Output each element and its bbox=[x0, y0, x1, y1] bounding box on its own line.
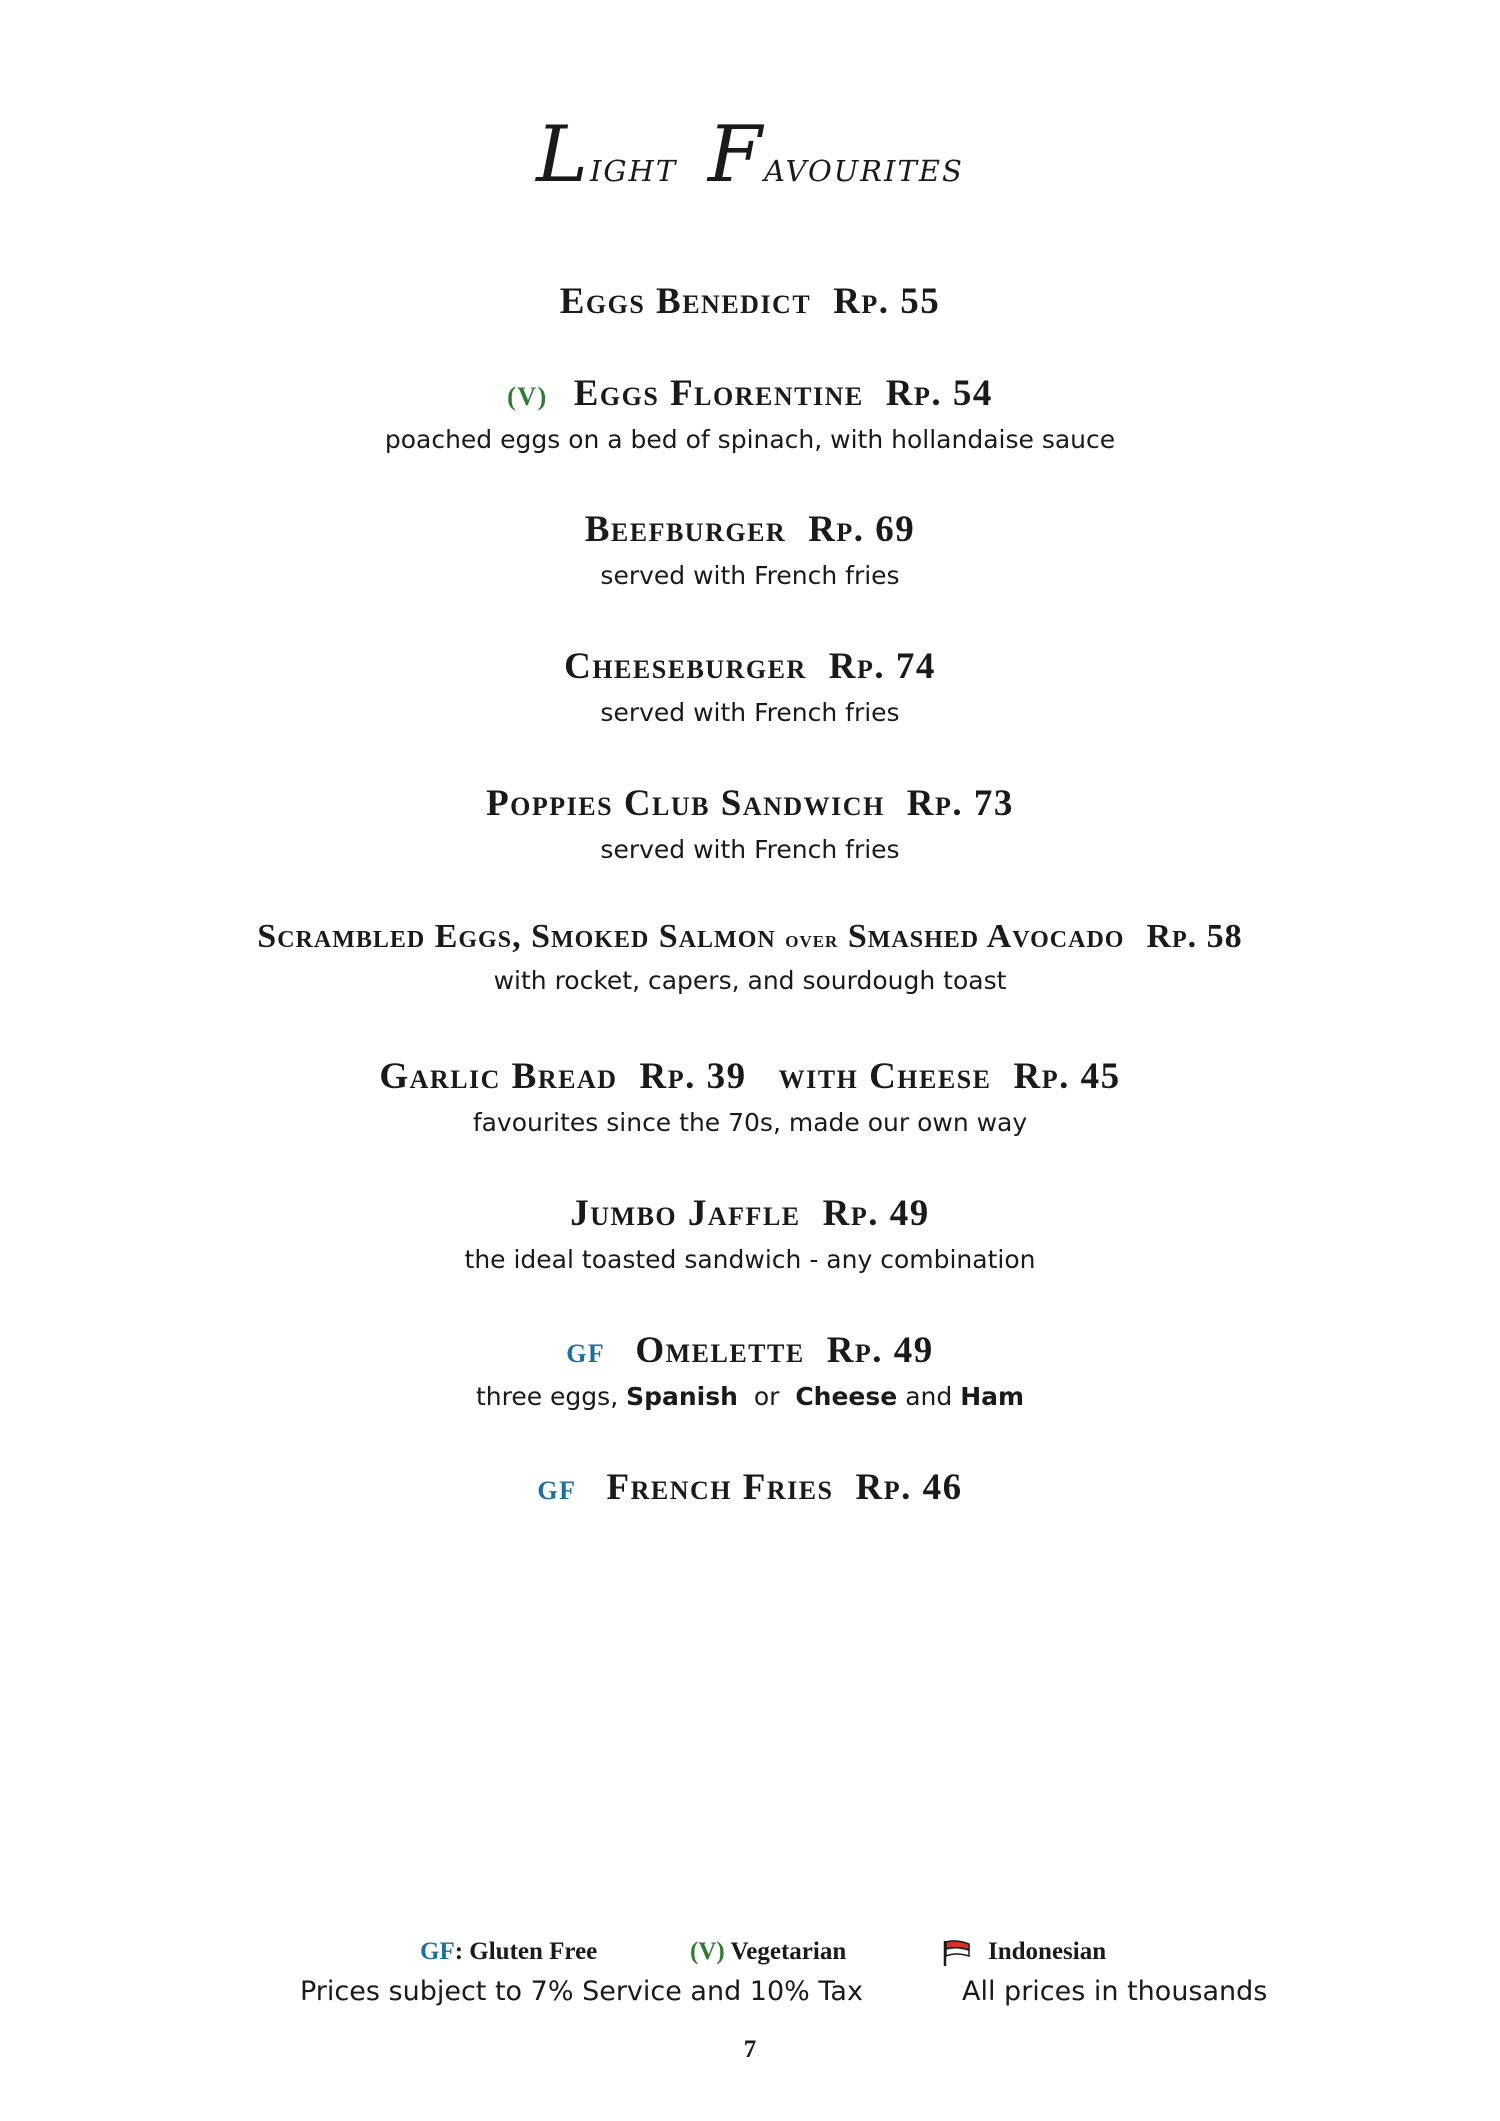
item-name: Omelette bbox=[635, 1330, 805, 1371]
item-price: Rp. 49 bbox=[822, 1193, 930, 1234]
menu-item-french-fries bbox=[0, 1466, 1500, 1509]
gluten-free-tag: GF bbox=[537, 1476, 577, 1505]
menu-item-club-sandwich bbox=[0, 782, 1500, 864]
legend-vegetarian: (V) Vegetarian bbox=[690, 1938, 847, 1965]
item-description: served with French fries bbox=[600, 698, 900, 727]
service-tax-note: Prices subject to 7% Service and 10% Tax bbox=[300, 1976, 863, 2007]
item-price: Rp. 74 bbox=[828, 646, 936, 687]
legend-indonesian: Indonesian bbox=[942, 1938, 1106, 1967]
item-price: Rp. 55 bbox=[833, 281, 941, 322]
item-description: three eggs, Spanish or Cheese and Ham bbox=[475, 1382, 1025, 1411]
menu-item-eggs-florentine bbox=[0, 372, 1500, 454]
item-price: Rp. 49 bbox=[826, 1330, 934, 1371]
item-price: Rp. 46 bbox=[855, 1467, 963, 1508]
item-name: Garlic Bread bbox=[379, 1056, 618, 1097]
item-name: Scrambled Eggs, Smoked Salmon bbox=[257, 918, 776, 955]
vegetarian-tag: (V) bbox=[507, 382, 548, 411]
menu-item-garlic-bread bbox=[0, 1055, 1500, 1137]
menu-item-eggs-benedict bbox=[0, 280, 1500, 323]
item-name: Cheeseburger bbox=[564, 646, 807, 687]
menu-item-cheeseburger bbox=[0, 645, 1500, 727]
item-name-connector: over bbox=[785, 927, 839, 953]
menu-item-beefburger bbox=[0, 508, 1500, 590]
item-name: Poppies Club Sandwich bbox=[486, 783, 885, 824]
menu-item-jumbo-jaffle bbox=[0, 1192, 1500, 1274]
item-price: Rp. 54 bbox=[885, 373, 993, 414]
item-name: Jumbo Jaffle bbox=[570, 1193, 801, 1234]
item-description: the ideal toasted sandwich - any combination bbox=[464, 1245, 1036, 1274]
item-price: Rp. 73 bbox=[906, 783, 1014, 824]
item-description: poached eggs on a bed of spinach, with hollandaise sauce bbox=[384, 425, 1116, 454]
legend bbox=[0, 1938, 1500, 1972]
item-name-second: Smashed Avocado bbox=[847, 918, 1125, 955]
indonesian-flag-icon bbox=[942, 1939, 972, 1967]
item-name: French Fries bbox=[606, 1467, 834, 1508]
item-price: Rp. 39 bbox=[639, 1056, 747, 1097]
prices-thousands-note: All prices in thousands bbox=[962, 1976, 1268, 2007]
item-price: Rp. 58 bbox=[1146, 918, 1243, 955]
page-number: 7 bbox=[743, 2036, 757, 2063]
legend-gluten-free: GF: Gluten Free bbox=[420, 1938, 598, 1965]
item-name: Eggs Benedict bbox=[559, 281, 812, 322]
item-description: favourites since the 70s, made our own way bbox=[472, 1108, 1028, 1137]
item-name: Beefburger bbox=[584, 509, 787, 550]
item-description: with rocket, capers, and sourdough toast bbox=[493, 966, 1007, 995]
item-description: served with French fries bbox=[600, 561, 900, 590]
item-description: served with French fries bbox=[600, 835, 900, 864]
page-title: Light Favourites bbox=[536, 110, 964, 200]
item-price: Rp. 69 bbox=[808, 509, 916, 550]
menu-item-scrambled-eggs bbox=[0, 918, 1500, 995]
gluten-free-tag: GF bbox=[566, 1339, 606, 1368]
item-variant-name: with Cheese bbox=[778, 1056, 992, 1097]
item-variant-price: Rp. 45 bbox=[1013, 1056, 1121, 1097]
menu-item-omelette bbox=[0, 1329, 1500, 1411]
item-name: Eggs Florentine bbox=[573, 373, 864, 414]
